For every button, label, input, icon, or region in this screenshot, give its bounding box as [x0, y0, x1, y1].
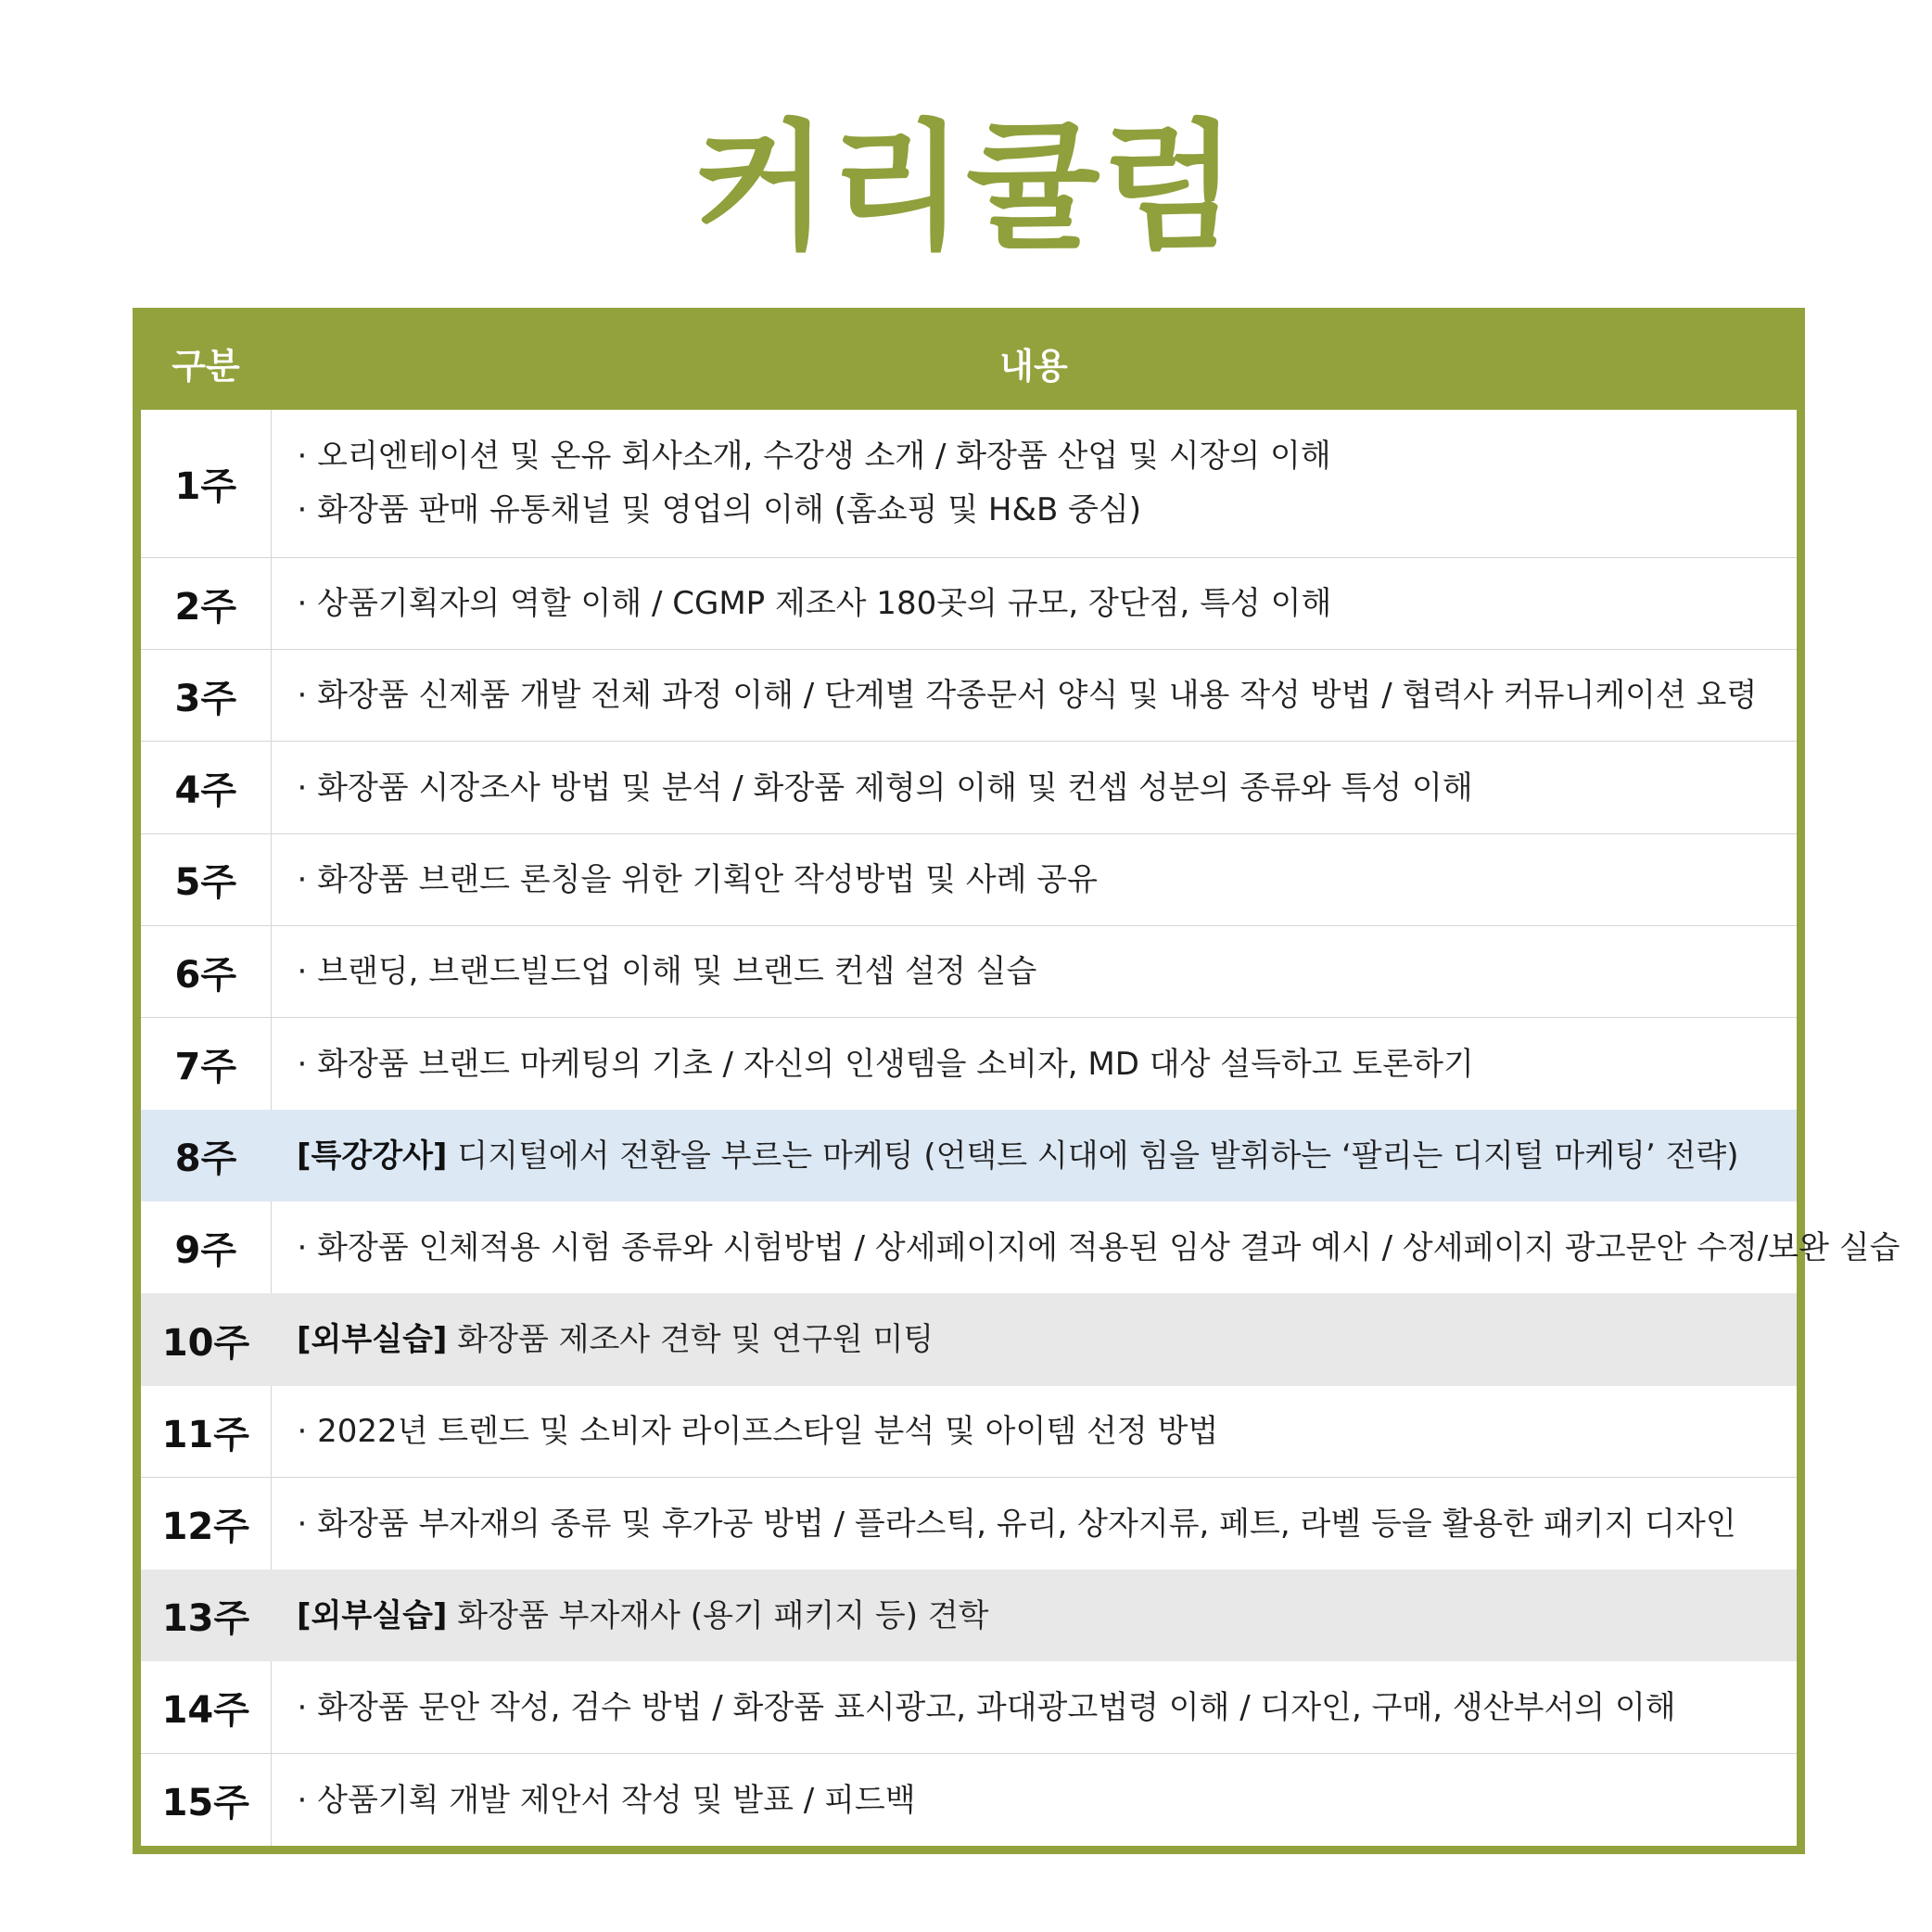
week-label: 3주	[141, 650, 271, 742]
table-row-special-lecture	[141, 1110, 1797, 1201]
table-row	[141, 410, 1797, 557]
table-row	[141, 833, 1797, 925]
table-row-external-practice	[141, 1293, 1797, 1385]
table-row	[141, 742, 1797, 833]
week-content: · 화장품 인체적용 시험 종류와 시험방법 / 상세페이지에 적용된 임상 결과 예시 / 상세페이지 광고문안 수정/보완 실습	[297, 1228, 1900, 1266]
week-content: · 상품기획 개발 제안서 작성 및 발표 / 피드백	[271, 1754, 1797, 1846]
external-practice-tag: [외부실습]	[297, 1321, 448, 1359]
table-row	[141, 925, 1797, 1017]
week-content: · 화장품 문안 작성, 검수 방법 / 화장품 표시광고, 과대광고법령 이해 / 디자인, 구매, 생산부서의 이해	[297, 1688, 1676, 1726]
week-content	[271, 1570, 1797, 1661]
week-content: · 화장품 브랜드 마케팅의 기초 / 자신의 인생템을 소비자, MD 대상 설득하고 토론하기	[271, 1018, 1797, 1110]
content-text: 화장품 제조사 견학 및 연구원 미팅	[447, 1321, 934, 1359]
week-label: 9주	[141, 1201, 271, 1293]
week-label: 11주	[141, 1386, 271, 1478]
week-label: 15주	[141, 1754, 271, 1846]
table-header	[141, 316, 1797, 410]
table-row	[141, 1386, 1797, 1478]
content-line: · 화장품 판매 유통채널 및 영업의 이해 (홈쇼핑 및 H&B 중심)	[297, 491, 1142, 529]
week-content: · 2022년 트렌드 및 소비자 라이프스타일 분석 및 아이템 선정 방법	[297, 1413, 1219, 1451]
week-content: · 화장품 부자재의 종류 및 후가공 방법 / 플라스틱, 유리, 상자지류, 페트, 라벨 등을 활용한 패키지 디자인	[271, 1478, 1797, 1570]
page-title: 커리큘럼	[693, 108, 1239, 269]
week-content: · 브랜딩, 브랜드빌드업 이해 및 브랜드 컨셉 설정 실습	[271, 925, 1797, 1017]
header-content: 내용	[271, 316, 1797, 410]
week-label: 12주	[141, 1478, 271, 1570]
week-content: · 화장품 브랜드 론칭을 위한 기획안 작성방법 및 사례 공유	[271, 833, 1797, 925]
table-row-external-practice	[141, 1570, 1797, 1661]
week-label: 7주	[141, 1018, 271, 1110]
table-row	[141, 1201, 1797, 1293]
week-content	[271, 410, 1797, 557]
table-row	[141, 1661, 1797, 1753]
week-label: 2주	[141, 557, 271, 649]
content-line: · 오리엔테이션 및 온유 회사소개, 수강생 소개 / 화장품 산업 및 시장의 이해	[297, 438, 1331, 476]
special-lecture-tag: [특강강사]	[297, 1137, 448, 1175]
table-row	[141, 1754, 1797, 1846]
week-label: 13주	[141, 1570, 271, 1661]
week-label: 4주	[141, 742, 271, 833]
table-row	[141, 557, 1797, 649]
external-practice-tag: [외부실습]	[297, 1596, 448, 1634]
week-label: 8주	[141, 1110, 271, 1201]
week-label: 6주	[141, 925, 271, 1017]
week-label: 5주	[141, 833, 271, 925]
week-content: · 화장품 시장조사 방법 및 분석 / 화장품 제형의 이해 및 컨셉 성분의 종류와 특성 이해	[271, 742, 1797, 833]
week-label: 10주	[141, 1293, 271, 1385]
week-content	[271, 1110, 1797, 1201]
table-row	[141, 1018, 1797, 1110]
week-label: 1주	[141, 410, 271, 557]
curriculum-table	[133, 308, 1900, 1854]
content-text: 화장품 부자재사 (용기 패키지 등) 견학	[447, 1596, 989, 1634]
header-week: 구분	[141, 316, 271, 410]
week-content	[271, 1293, 1797, 1385]
week-content: · 상품기획자의 역할 이해 / CGMP 제조사 180곳의 규모, 장단점, 특성 이해	[271, 557, 1797, 649]
table-row	[141, 650, 1797, 742]
table-row	[141, 1478, 1797, 1570]
week-label: 14주	[141, 1661, 271, 1753]
week-content: · 화장품 신제품 개발 전체 과정 이해 / 단계별 각종문서 양식 및 내용 작성 방법 / 협력사 커뮤니케이션 요령	[271, 650, 1797, 742]
content-text: 디지털에서 전환을 부르는 마케팅 (언택트 시대에 힘을 발휘하는 ‘팔리는 디지털 마케팅’ 전략)	[447, 1137, 1739, 1175]
